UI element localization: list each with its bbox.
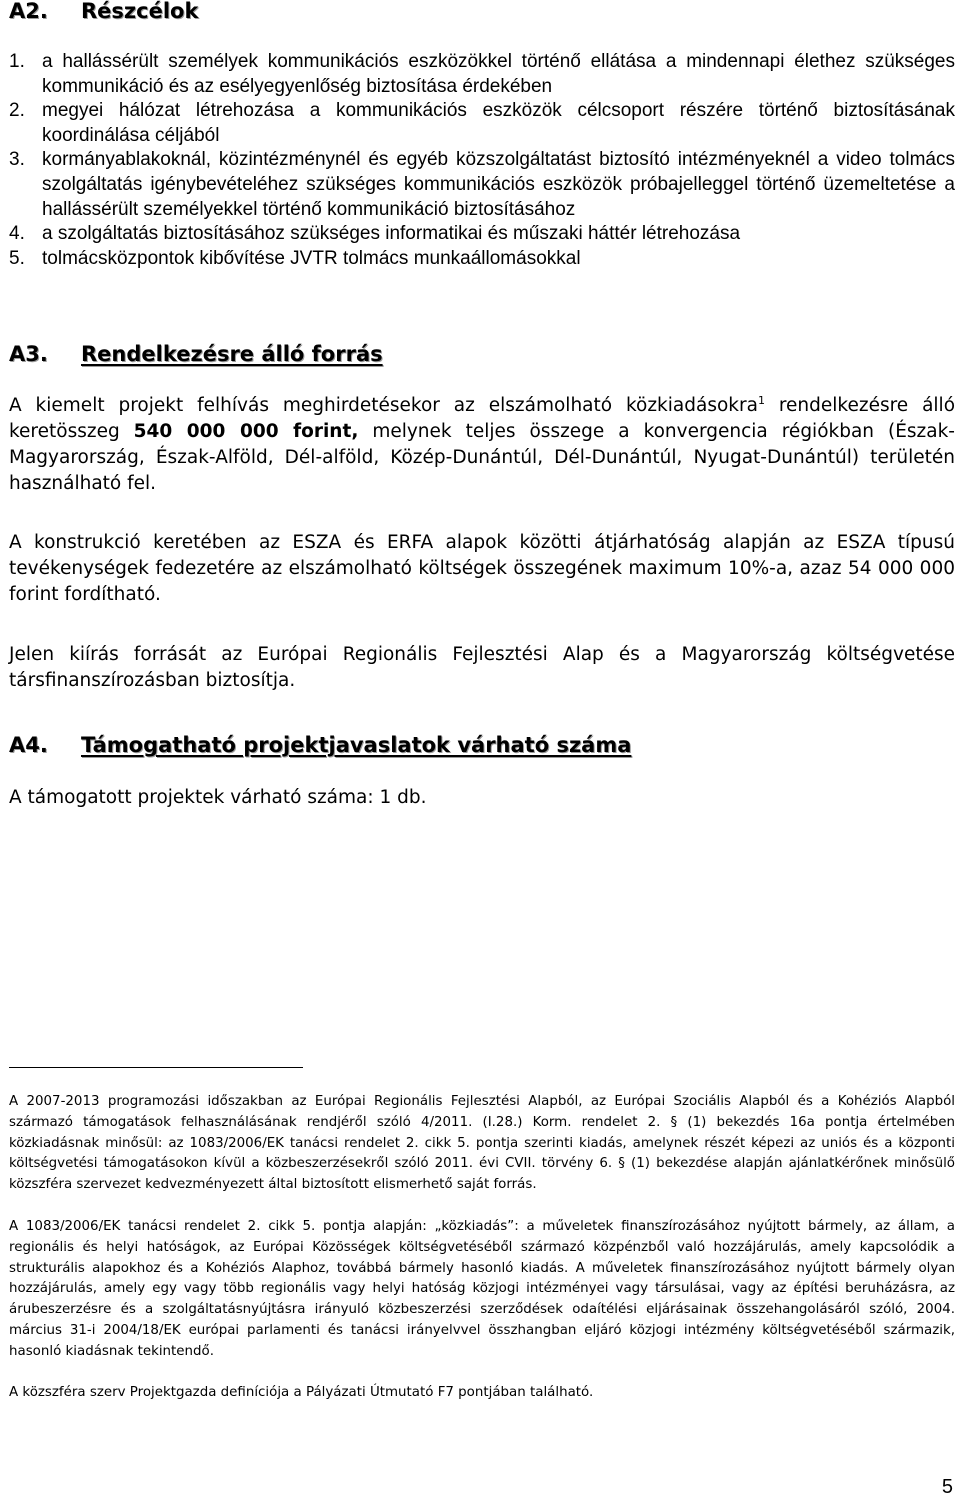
section-number: A3.	[9, 342, 48, 366]
section-number: A4.	[9, 733, 48, 757]
section-title: Rendelkezésre álló forrás	[81, 342, 383, 366]
section-number: A2.	[9, 0, 48, 23]
section-title: Támogatható projektjavaslatok várható száma	[81, 733, 632, 757]
footnote-ref: 1	[757, 393, 765, 407]
footnote-2: A 1083/2006/EK tanácsi rendelet 2. cikk 5. pontja alapján: „közkiadás”: a műveletek finanszírozásához nyújtott bármely, az állam, a regionális és helyi hatóságok, az Európai Közösségek költségvetéséből származó közpénzből való hozzájárulás, amely kapcsolódik a strukturális alapokhoz és a Kohéziós Alaphoz, továbbá bármely hasonló kiadás. A műveletek finanszírozásához nyújtott bármely olyan hozzájárulás, amely egy vagy több regionális vagy helyi hatóság közjogi intézményei vagy társulásai, vagy az építési beruházásra, az árubeszerzésre és a szolgáltatásnyújtásra irányuló közbeszerzési szerződések odaítélési eljárásainak összehangolásáról szóló, 2004. március 31-i 2004/18/EK európai parlamenti és tanácsi irányelvvel összhangban eljáró közjogi intézmény költségvetéséből származik, hasonló kiadásnak tekintendő.	[9, 1219, 955, 1359]
list-item: 5. tolmácsközpontok kibővítése JVTR tolmács munkaállomásokkal	[9, 247, 581, 269]
list-item: 3. kormányablakoknál, közintézménynél és egyéb közszolgáltatást biztosító intézményeknél a video tolmács szolgáltatás igénybevételéhez szükséges kommunikációs eszközök próbajelleggel történő üzemeltetése a hallássérült személyekkel történő kommunikáció biztosításához	[9, 149, 955, 220]
paragraph-funding-amount: A kiemelt projekt felhívás meghirdetésekor az elszámolható közkiadásokra$^1$ rendelkezésre álló keretösszeg 540 000 000 forint, melynek teljes összege a konvergencia régiókban (Észak-Magyarország, Észak-Alföld, Dél-alföld, Közép-Dunántúl, Dél-Dunántúl, Nyugat-Dunántúl) területén használható fel.	[9, 393, 956, 494]
page-number: 5	[941, 1476, 953, 1498]
amount-bold: 540 000 000 forint,	[133, 421, 359, 442]
footnote-3: A közszféra szerv Projektgazda definíciója a Pályázati Útmutató F7 pontjában található.	[9, 1385, 594, 1400]
paragraph-esza-erfa: A konstrukció keretében az ESZA és ERFA alapok közötti átjárhatóság alapján az ESZA típusú tevékenységek fedezetére az elszámolható költségek összegének maximum 10%-a, azaz 54 000 000 forint fordítható.	[9, 532, 955, 605]
paragraph-financing-source: Jelen kiírás forrását az Európai Regionális Fejlesztési Alap és a Magyarország költségvetése társfinanszírozásban biztosítja.	[9, 644, 955, 691]
footnote-1: A 2007-2013 programozási időszakban az Európai Regionális Fejlesztési Alapból, az Európai Szociális Alapból és a Kohéziós Alapból származó támogatások felhasználásának rendjéről szóló 4/2011. (I.28.) Korm. rendelet 2. § (1) bekezdés 16a pontja értelmében közkiadásnak minősül: az 1083/2006/EK tanácsi rendelet 2. cikk 5. pontja szerinti kiadás, amelynek részét képezi az uniós és a központi költségvetési támogatásokon kívül a közbeszerzésekről szóló 2011. évi CVII. törvény 6. § (1) bekezdése alapján ajánlatkérőnek minősülő közszféra szervezet kedvezményezett által biztosított elismerhető saját forrás.	[9, 1094, 955, 1193]
section-heading-a2	[9, 0, 198, 24]
list-item: 4. a szolgáltatás biztosításához szükséges informatikai és műszaki háttér létrehozása	[9, 223, 741, 245]
section-title: Részcélok	[81, 0, 199, 23]
paragraph-project-count: A támogatott projektek várható száma: 1 db.	[9, 787, 427, 808]
objectives-list	[9, 50, 955, 271]
list-item: 2. megyei hálózat létrehozása a kommunikációs eszközök célcsoport részére történő biztosításának koordinálása céljából	[9, 100, 955, 146]
list-item: 1. a hallássérült személyek kommunikációs eszközökkel történő ellátása a mindennapi élethez szükséges kommunikáció és az esélyegyenlőség biztosítása érdekében	[9, 51, 955, 97]
section-heading-a4	[9, 732, 631, 758]
footnote-separator	[9, 1067, 303, 1068]
section-heading-a3	[9, 341, 383, 367]
